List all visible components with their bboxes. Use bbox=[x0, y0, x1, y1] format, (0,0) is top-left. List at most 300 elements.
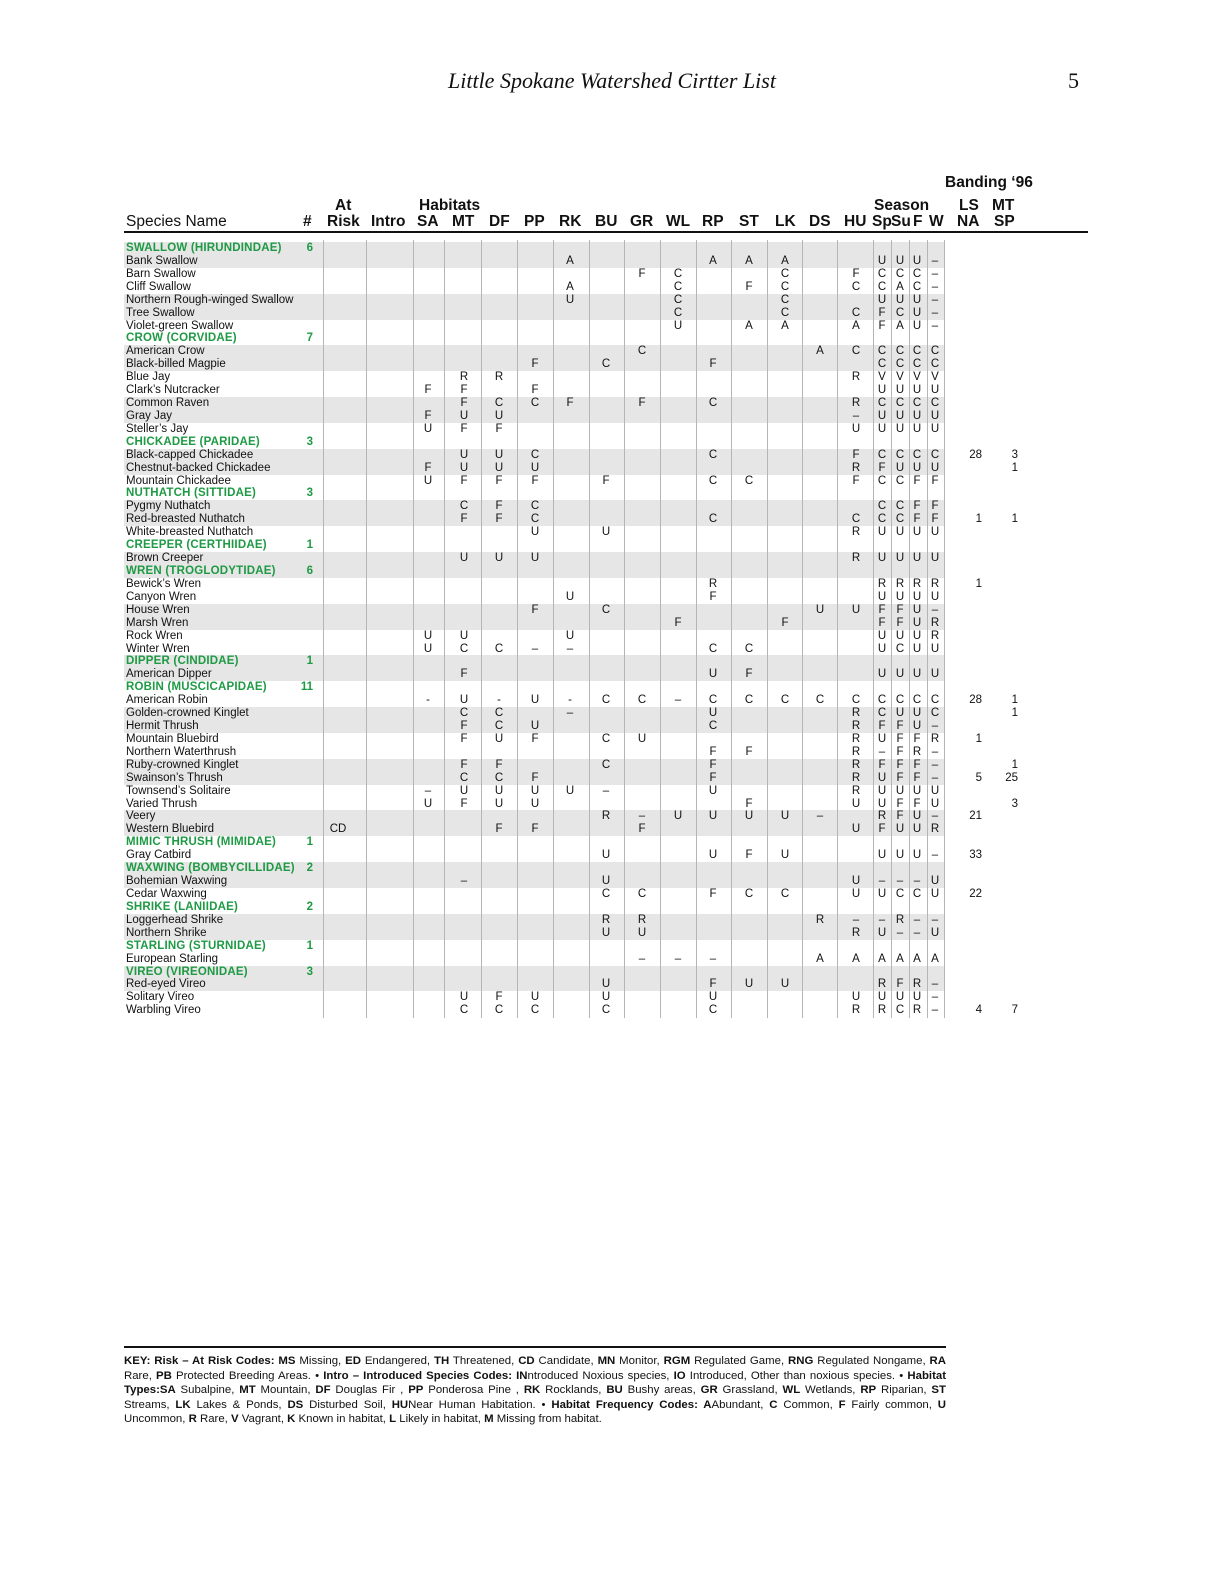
family-row bbox=[0, 901, 1224, 914]
habitat-header-wl: WL bbox=[666, 213, 691, 230]
key-text: Grassland, bbox=[717, 1384, 783, 1397]
code-w: F bbox=[931, 474, 939, 487]
key-text: RA bbox=[929, 1355, 946, 1367]
code-st: F bbox=[745, 668, 753, 681]
code-df: F bbox=[495, 513, 503, 526]
code-st: A bbox=[745, 254, 753, 267]
code-w: U bbox=[930, 642, 940, 655]
family-count: 11 bbox=[300, 681, 313, 694]
banding-sp2: 3 bbox=[1011, 448, 1018, 461]
code-f: R bbox=[912, 745, 922, 758]
code-rp: U bbox=[708, 991, 718, 1004]
key-text: Disturbed Soil, bbox=[303, 1398, 392, 1411]
code-df: F bbox=[495, 500, 503, 513]
code-sa: F bbox=[424, 384, 432, 397]
habitat-header-gr: GR bbox=[630, 213, 654, 230]
code-rp: C bbox=[708, 513, 718, 526]
key-text: Streams, bbox=[124, 1398, 176, 1411]
code-sa: – bbox=[424, 784, 432, 797]
code-f: C bbox=[912, 694, 922, 707]
family-name: ROBIN (MUSCICAPIDAE) bbox=[126, 681, 267, 694]
code-rp: U bbox=[708, 707, 718, 720]
code-gr: – bbox=[638, 810, 646, 823]
species-name: Clark’s Nutcracker bbox=[126, 384, 220, 397]
code-df: - bbox=[497, 694, 501, 707]
code-hu: F bbox=[852, 448, 860, 461]
season-title: Season bbox=[874, 197, 930, 214]
code-w: – bbox=[931, 319, 939, 332]
banding-na: 33 bbox=[969, 849, 982, 862]
code-su: C bbox=[895, 358, 905, 371]
code-su: U bbox=[895, 784, 905, 797]
code-st: U bbox=[744, 978, 754, 991]
code-su: F bbox=[896, 745, 904, 758]
key-text: Uncommon, bbox=[124, 1413, 189, 1426]
family-count: 3 bbox=[306, 435, 313, 448]
code-su: C bbox=[895, 345, 905, 358]
code-su: R bbox=[895, 577, 905, 590]
key-text: Douglas Fir , bbox=[330, 1384, 409, 1397]
code-hu: U bbox=[851, 991, 861, 1004]
family-row bbox=[0, 655, 1224, 668]
code-f: U bbox=[912, 991, 922, 1004]
key-text: LK bbox=[175, 1398, 191, 1411]
code-lk: C bbox=[780, 306, 790, 319]
code-sp: R bbox=[877, 978, 887, 991]
species-row bbox=[0, 500, 1224, 513]
code-su: C bbox=[895, 474, 905, 487]
key-text: Subalpine, bbox=[175, 1384, 240, 1397]
species-row bbox=[0, 475, 1224, 488]
code-st: F bbox=[745, 745, 753, 758]
species-row bbox=[0, 643, 1224, 656]
key-text: RNG bbox=[788, 1355, 814, 1367]
code-w: U bbox=[930, 409, 940, 422]
family-row bbox=[0, 332, 1224, 345]
code-su: C bbox=[895, 1004, 905, 1017]
code-su: C bbox=[895, 500, 905, 513]
code-w: – bbox=[931, 913, 939, 926]
code-bu: U bbox=[601, 991, 611, 1004]
code-f: U bbox=[912, 849, 922, 862]
code-f: R bbox=[912, 978, 922, 991]
code-rp: C bbox=[708, 448, 718, 461]
species-row bbox=[0, 462, 1224, 475]
species-name: Tree Swallow bbox=[126, 306, 195, 319]
code-bu: C bbox=[601, 358, 611, 371]
code-st: F bbox=[745, 849, 753, 862]
code-su: C bbox=[895, 267, 905, 280]
code-ds: A bbox=[816, 345, 824, 358]
code-rp: U bbox=[708, 784, 718, 797]
code-pp: C bbox=[530, 513, 540, 526]
code-w: – bbox=[931, 280, 939, 293]
code-mt: U bbox=[459, 629, 469, 642]
code-mt: U bbox=[459, 461, 469, 474]
code-sp: A bbox=[878, 952, 886, 965]
code-gr: F bbox=[638, 267, 646, 280]
code-w: C bbox=[930, 397, 940, 410]
code-su: C bbox=[895, 513, 905, 526]
code-f: U bbox=[912, 254, 922, 267]
species-row bbox=[0, 668, 1224, 681]
running-header: Little Spokane Watershed Cirtter List bbox=[448, 68, 776, 93]
code-hu: U bbox=[851, 797, 861, 810]
code-w: A bbox=[931, 952, 939, 965]
banding-header-sp: SP bbox=[994, 213, 1015, 230]
code-hu: C bbox=[851, 513, 861, 526]
species-name: Loggerhead Shrike bbox=[126, 913, 224, 926]
key-text: Regulated Game, bbox=[690, 1355, 789, 1367]
species-name: Ruby-crowned Kinglet bbox=[126, 758, 239, 771]
code-pp: U bbox=[530, 991, 540, 1004]
code-hu: C bbox=[851, 345, 861, 358]
species-name: Barn Swallow bbox=[126, 267, 196, 280]
species-name: Warbling Vireo bbox=[126, 1004, 201, 1017]
species-row bbox=[0, 785, 1224, 798]
species-row bbox=[0, 591, 1224, 604]
code-wl: C bbox=[673, 280, 683, 293]
key-text: Candidate, bbox=[534, 1355, 598, 1367]
code-lk: U bbox=[780, 978, 790, 991]
code-rp: C bbox=[708, 397, 718, 410]
family-name: CHICKADEE (PARIDAE) bbox=[126, 435, 260, 448]
key-text: RGM bbox=[663, 1355, 691, 1367]
code-w: – bbox=[931, 758, 939, 771]
code-hu: C bbox=[851, 694, 861, 707]
code-sp: – bbox=[878, 875, 886, 888]
code-pp: F bbox=[531, 732, 539, 745]
code-sp: F bbox=[878, 319, 886, 332]
banding-na: 28 bbox=[969, 694, 982, 707]
code-f: F bbox=[913, 758, 921, 771]
key-text: CD bbox=[518, 1355, 535, 1367]
code-bu: U bbox=[601, 526, 611, 539]
code-sp: U bbox=[877, 642, 887, 655]
species-name: Violet-green Swallow bbox=[126, 319, 234, 332]
code-f: U bbox=[912, 629, 922, 642]
species-row bbox=[0, 617, 1224, 630]
family-row bbox=[0, 836, 1224, 849]
key-text: Riparian, bbox=[876, 1384, 932, 1397]
code-sp: U bbox=[877, 409, 887, 422]
code-w: U bbox=[930, 888, 940, 900]
code-f: C bbox=[912, 358, 922, 371]
mt-header-top: MT bbox=[992, 197, 1015, 214]
code-f: – bbox=[913, 926, 921, 939]
key-text: Ponderosa Pine , bbox=[423, 1384, 524, 1397]
code-mt: C bbox=[459, 707, 469, 720]
species-name: Cliff Swallow bbox=[126, 280, 191, 293]
code-st: A bbox=[745, 319, 753, 332]
key-text: Common, bbox=[777, 1398, 839, 1411]
code-w: U bbox=[930, 461, 940, 474]
code-bu: C bbox=[601, 1004, 611, 1017]
species-name: Northern Rough-winged Swallow bbox=[126, 293, 294, 306]
family-count: 2 bbox=[306, 900, 313, 913]
code-sp: F bbox=[878, 823, 886, 836]
code-mt: F bbox=[460, 384, 468, 397]
family-name: CREEPER (CERTHIIDAE) bbox=[126, 539, 267, 552]
habitat-header-mt: MT bbox=[452, 213, 475, 230]
species-name: Northern Shrike bbox=[126, 926, 207, 939]
code-w: U bbox=[930, 384, 940, 397]
code-hu: U bbox=[851, 888, 861, 900]
code-f: F bbox=[913, 474, 921, 487]
key-legend bbox=[124, 1354, 946, 1427]
code-hu: R bbox=[851, 745, 861, 758]
key-text: HU bbox=[391, 1398, 409, 1411]
code-rp: – bbox=[709, 952, 717, 965]
code-su: F bbox=[896, 771, 904, 784]
key-text: Fairly common, bbox=[845, 1398, 938, 1411]
code-ds: A bbox=[816, 952, 824, 965]
code-mt: U bbox=[459, 694, 469, 707]
species-row bbox=[0, 345, 1224, 358]
code-sp: V bbox=[878, 371, 886, 384]
code-w: C bbox=[930, 707, 940, 720]
intro-header: Intro bbox=[371, 213, 406, 230]
code-su: U bbox=[895, 526, 905, 539]
code-f: F bbox=[913, 513, 921, 526]
code-st: C bbox=[744, 474, 754, 487]
code-gr: C bbox=[637, 694, 647, 707]
key-text: RP bbox=[860, 1384, 877, 1397]
code-bu: U bbox=[601, 926, 611, 939]
species-row bbox=[0, 371, 1224, 384]
species-name: European Starling bbox=[126, 952, 219, 965]
key-text: Rare, bbox=[196, 1413, 231, 1426]
code-df: U bbox=[494, 552, 504, 565]
code-df: U bbox=[494, 461, 504, 474]
code-w: C bbox=[930, 345, 940, 358]
species-name: Varied Thrush bbox=[126, 797, 198, 810]
key-text: U bbox=[937, 1398, 946, 1411]
code-f: A bbox=[913, 952, 921, 965]
code-w: C bbox=[930, 448, 940, 461]
key-text: ED bbox=[345, 1355, 361, 1367]
family-row bbox=[0, 242, 1224, 255]
species-name: Townsend’s Solitaire bbox=[126, 784, 231, 797]
key-text: Regulated Nongame, bbox=[813, 1355, 930, 1367]
species-row bbox=[0, 423, 1224, 436]
code-f: U bbox=[912, 720, 922, 733]
code-w: – bbox=[931, 978, 939, 991]
code-w: – bbox=[931, 745, 939, 758]
species-name: Marsh Wren bbox=[126, 616, 189, 629]
habitats-title: Habitats bbox=[419, 197, 481, 214]
key-text: Threatened, bbox=[449, 1355, 519, 1367]
code-w: – bbox=[931, 771, 939, 784]
code-w: U bbox=[930, 926, 940, 939]
code-sa: U bbox=[423, 474, 433, 487]
key-text: IO bbox=[673, 1369, 686, 1382]
code-hu: R bbox=[851, 784, 861, 797]
code-w: U bbox=[930, 668, 940, 681]
code-rp: U bbox=[708, 668, 718, 681]
code-lk: C bbox=[780, 293, 790, 306]
code-bu: C bbox=[601, 603, 611, 616]
code-st: C bbox=[744, 888, 754, 900]
key-text: K bbox=[287, 1413, 296, 1426]
code-f: U bbox=[912, 306, 922, 319]
species-row bbox=[0, 759, 1224, 772]
code-mt: F bbox=[460, 758, 468, 771]
habitat-header-df: DF bbox=[489, 213, 510, 230]
habitat-header-ds: DS bbox=[809, 213, 831, 230]
code-mt: F bbox=[460, 720, 468, 733]
species-row bbox=[0, 410, 1224, 423]
code-su: A bbox=[896, 280, 904, 293]
species-row bbox=[0, 772, 1224, 785]
species-name: Red-breasted Nuthatch bbox=[126, 513, 245, 526]
code-su: C bbox=[895, 306, 905, 319]
code-wl: – bbox=[674, 952, 682, 965]
key-text: Protected Breeding Areas. • bbox=[171, 1369, 324, 1382]
key-text: ntroduced Noxious species, bbox=[527, 1369, 674, 1382]
species-row bbox=[0, 914, 1224, 927]
code-sp: R bbox=[877, 577, 887, 590]
code-w: – bbox=[931, 267, 939, 280]
species-name: Bank Swallow bbox=[126, 254, 198, 267]
code-f: U bbox=[912, 616, 922, 629]
species-name: Bohemian Waxwing bbox=[126, 875, 228, 888]
code-su: V bbox=[896, 371, 904, 384]
code-su: F bbox=[896, 810, 904, 823]
code-f: C bbox=[912, 448, 922, 461]
code-hu: R bbox=[851, 397, 861, 410]
key-text: C bbox=[769, 1398, 778, 1411]
species-row bbox=[0, 604, 1224, 617]
code-bu: U bbox=[601, 849, 611, 862]
code-hu: – bbox=[852, 913, 860, 926]
species-name: Bewick’s Wren bbox=[126, 577, 201, 590]
code-rp: C bbox=[708, 1004, 718, 1017]
code-rp: U bbox=[708, 810, 718, 823]
code-hu: R bbox=[851, 707, 861, 720]
key-text: V bbox=[231, 1413, 239, 1426]
species-name: Swainson’s Thrush bbox=[126, 771, 223, 784]
code-f: F bbox=[913, 732, 921, 745]
code-su: C bbox=[895, 448, 905, 461]
code-df: U bbox=[494, 797, 504, 810]
family-count: 1 bbox=[306, 655, 313, 668]
code-rp: R bbox=[708, 577, 718, 590]
habitat-header-st: ST bbox=[739, 213, 759, 230]
code-su: F bbox=[896, 720, 904, 733]
banding-na: 1 bbox=[975, 577, 982, 590]
code-sp: C bbox=[877, 280, 887, 293]
code-hu: R bbox=[851, 371, 861, 384]
code-pp: U bbox=[530, 526, 540, 539]
code-f: U bbox=[912, 552, 922, 565]
species-name: Northern Waterthrush bbox=[126, 745, 237, 758]
species-row bbox=[0, 991, 1224, 1004]
code-st: F bbox=[745, 797, 753, 810]
code-sp: C bbox=[877, 513, 887, 526]
habitat-header-lk: LK bbox=[775, 213, 796, 230]
species-row bbox=[0, 810, 1224, 823]
season-header-f: F bbox=[913, 213, 923, 230]
code-mt: U bbox=[459, 991, 469, 1004]
banding-na: 4 bbox=[975, 1004, 982, 1017]
code-sp: C bbox=[877, 397, 887, 410]
code-w: U bbox=[930, 526, 940, 539]
code-mt: C bbox=[459, 642, 469, 655]
code-rp: F bbox=[709, 771, 717, 784]
key-text: Lakes & Ponds, bbox=[190, 1398, 288, 1411]
code-bu: C bbox=[601, 888, 611, 900]
family-name: DIPPER (CINDIDAE) bbox=[126, 655, 239, 668]
code-su: U bbox=[895, 629, 905, 642]
banding-na: 21 bbox=[969, 810, 982, 823]
code-wl: U bbox=[673, 810, 683, 823]
code-wl: U bbox=[673, 319, 683, 332]
key-text: Monitor, bbox=[615, 1355, 664, 1367]
code-w: U bbox=[930, 552, 940, 565]
code-w: V bbox=[931, 371, 939, 384]
code-su: U bbox=[895, 254, 905, 267]
code-w: R bbox=[930, 823, 940, 836]
code-hu: R bbox=[851, 1004, 861, 1017]
code-rp: C bbox=[708, 720, 718, 733]
code-sp: F bbox=[878, 461, 886, 474]
code-mt: U bbox=[459, 784, 469, 797]
banding-na: 5 bbox=[975, 771, 982, 784]
code-mt: F bbox=[460, 422, 468, 435]
habitat-header-sa: SA bbox=[417, 213, 439, 230]
code-sp: C bbox=[877, 345, 887, 358]
key-text: MN bbox=[597, 1355, 616, 1367]
code-sa: U bbox=[423, 797, 433, 810]
banding-sp2: 1 bbox=[1011, 461, 1018, 474]
code-rp: F bbox=[709, 358, 717, 371]
code-w: R bbox=[930, 616, 940, 629]
code-rk: F bbox=[566, 397, 574, 410]
species-row bbox=[0, 849, 1224, 862]
code-w: – bbox=[931, 254, 939, 267]
code-rp: C bbox=[708, 474, 718, 487]
code-f: U bbox=[912, 319, 922, 332]
code-mt: U bbox=[459, 409, 469, 422]
banding-na: 28 bbox=[969, 448, 982, 461]
species-name: Gray Jay bbox=[126, 409, 173, 422]
species-name: American Robin bbox=[126, 694, 208, 707]
code-df: F bbox=[495, 823, 503, 836]
code-f: U bbox=[912, 603, 922, 616]
code-mt: F bbox=[460, 474, 468, 487]
family-name: MIMIC THRUSH (MIMIDAE) bbox=[126, 836, 277, 849]
code-pp: U bbox=[530, 461, 540, 474]
banding-header-na: NA bbox=[957, 213, 980, 230]
code-su: U bbox=[895, 293, 905, 306]
code-df: U bbox=[494, 409, 504, 422]
code-sp: C bbox=[877, 448, 887, 461]
code-rp: C bbox=[708, 642, 718, 655]
species-name: Gray Catbird bbox=[126, 849, 192, 862]
key-text: F bbox=[838, 1398, 846, 1411]
code-sp: U bbox=[877, 293, 887, 306]
code-pp: C bbox=[530, 397, 540, 410]
banding-na: 22 bbox=[969, 888, 982, 900]
family-count: 3 bbox=[306, 965, 313, 978]
code-f: U bbox=[912, 409, 922, 422]
code-ds: R bbox=[815, 913, 825, 926]
code-mt: C bbox=[459, 771, 469, 784]
code-df: C bbox=[494, 397, 504, 410]
code-f: U bbox=[912, 526, 922, 539]
code-sp: C bbox=[877, 474, 887, 487]
